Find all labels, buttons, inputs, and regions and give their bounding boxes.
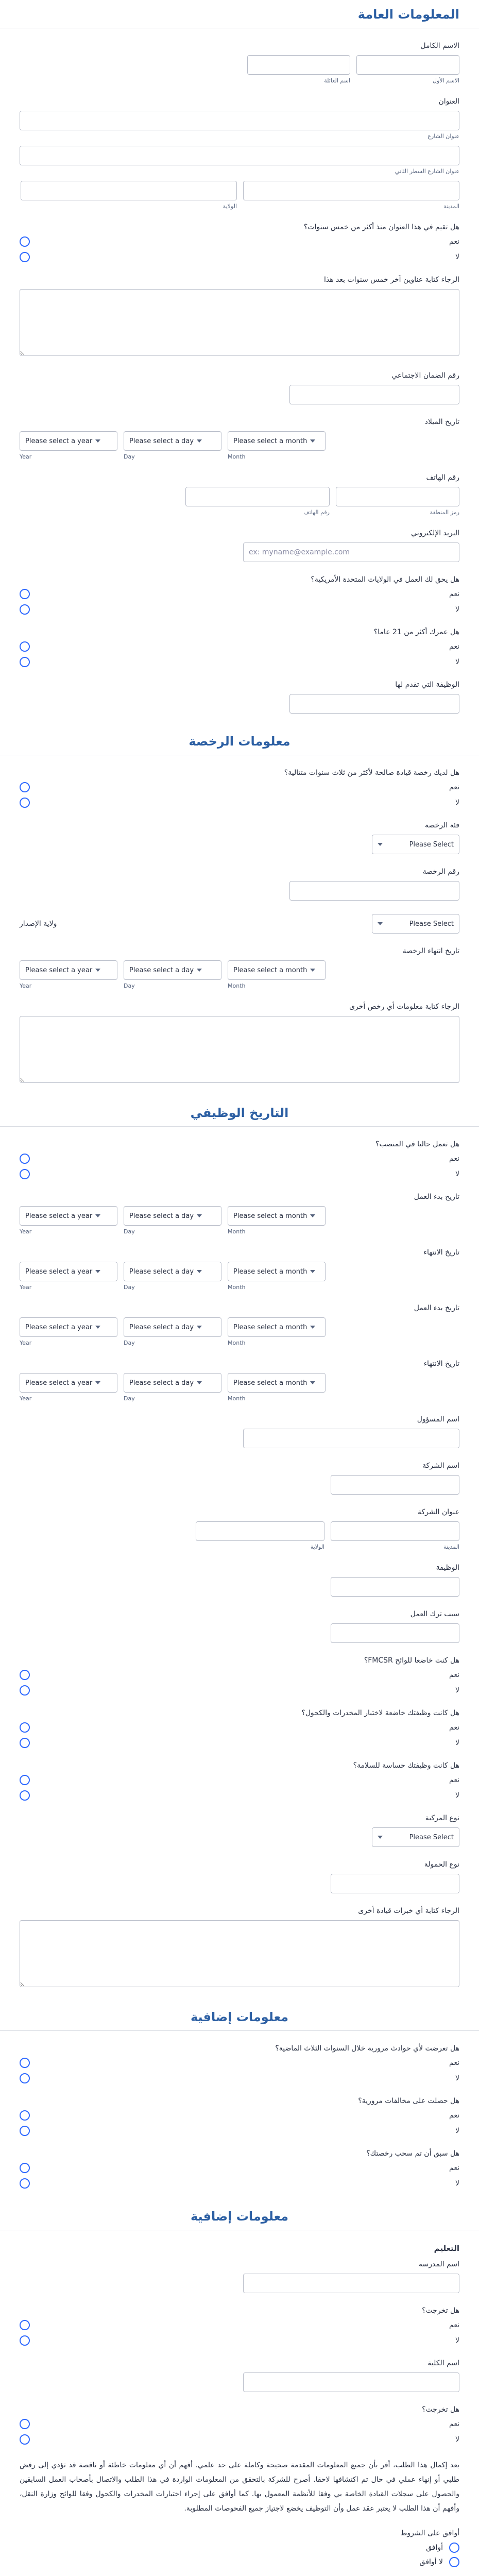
vehicle-type-field: [20, 1814, 459, 1847]
dob-day-select[interactable]: [124, 431, 221, 451]
city-sublabel: المدينة: [443, 203, 459, 210]
radio-yes-option[interactable]: [20, 236, 459, 247]
supervisor-field: [20, 1415, 459, 1448]
radio-no-option[interactable]: [20, 2073, 459, 2083]
start2-year-select[interactable]: [20, 1317, 117, 1337]
radio-no-label: لا: [455, 605, 459, 614]
license-class-select[interactable]: [372, 835, 459, 854]
radio-yes-label: نعم: [449, 1671, 459, 1679]
agree-no-option[interactable]: [20, 2557, 459, 2567]
license-number-field: [20, 868, 459, 901]
select-value: Please select a year: [25, 1323, 93, 1331]
license-held-field: [20, 769, 459, 808]
select-value: Please select a month: [233, 966, 307, 974]
chevron-down-icon: [95, 969, 100, 972]
company-state-sublabel: الولاية: [310, 1544, 324, 1550]
street-address-sublabel: عنوان الشارع: [427, 133, 459, 140]
area-code-input[interactable]: [336, 487, 459, 506]
chevron-down-icon: [310, 1381, 315, 1384]
email-label: البريد الإلكتروني: [411, 529, 459, 537]
job-title-label: الوظيفة: [436, 1564, 459, 1572]
chevron-down-icon: [95, 1214, 100, 1217]
accidents-label: هل تعرضت لأي حوادث مرورية خلال السنوات الثلاث الماضية؟: [275, 2044, 459, 2053]
chevron-down-icon: [378, 922, 383, 925]
expiry-day-select[interactable]: [124, 960, 221, 980]
radio-yes-option[interactable]: [20, 782, 459, 792]
radio-no-label: لا: [455, 2074, 459, 2082]
select-value: Please select a day: [129, 1212, 194, 1220]
position-label: الوظيفة التي تقدم لها: [395, 681, 459, 689]
end2-day-select[interactable]: [124, 1373, 221, 1393]
work-eligible-field: [20, 575, 459, 615]
start2-day-sublabel: Day: [124, 1340, 135, 1346]
start1-month-select[interactable]: [228, 1206, 326, 1226]
start-date-2-field: [20, 1304, 459, 1346]
previous-addresses-field: [20, 276, 459, 358]
safety-sensitive-label: هل كانت وظيفتك حساسة للسلامة؟: [353, 1761, 459, 1770]
expiry-year-sublabel: Year: [20, 982, 32, 989]
chevron-down-icon: [95, 1381, 100, 1384]
radio-no-button[interactable]: [20, 2073, 30, 2083]
start2-month-sublabel: Month: [228, 1340, 246, 1346]
chevron-down-icon: [95, 1326, 100, 1329]
start-date-1-label: تاريخ بدء العمل: [414, 1193, 459, 1201]
license-number-input[interactable]: [289, 881, 459, 901]
radio-yes-option[interactable]: [20, 641, 459, 652]
radio-no-label: لا: [455, 253, 459, 261]
radio-yes-label: نعم: [449, 238, 459, 246]
radio-yes-button[interactable]: [20, 1775, 30, 1785]
radio-no-option[interactable]: [20, 252, 459, 262]
radio-yes-option[interactable]: [20, 1722, 459, 1733]
phone-number-input[interactable]: [185, 487, 330, 506]
end1-day-select[interactable]: [124, 1262, 221, 1281]
chevron-down-icon: [197, 1214, 202, 1217]
dob-month-sublabel: Month: [228, 453, 246, 460]
company-address-label: عنوان الشركة: [418, 1508, 459, 1516]
radio-no-label: لا: [455, 2179, 459, 2188]
dob-day-sublabel: Day: [124, 453, 135, 460]
radio-no-button[interactable]: [20, 1790, 30, 1801]
over-21-label: هل عمرك أكثر من 21 عاما؟: [373, 628, 459, 636]
graduated-field: [20, 2307, 459, 2346]
currently-employed-label: هل تعمل حاليا في المنصب؟: [375, 1140, 459, 1148]
first-name-sublabel: الاسم الأول: [433, 77, 459, 84]
select-value: Please select a day: [129, 437, 194, 445]
license-other-field: [20, 1003, 459, 1085]
radio-yes-label: نعم: [449, 642, 459, 651]
full-name-field: [20, 42, 459, 84]
last-name-input[interactable]: [247, 55, 350, 75]
other-experience-label: الرجاء كتابة أي خبرات قيادة أخرى: [358, 1907, 459, 1915]
radio-yes-button[interactable]: [20, 2058, 30, 2068]
radio-no-button[interactable]: [20, 2434, 30, 2445]
chevron-down-icon: [310, 1214, 315, 1217]
radio-yes-option[interactable]: [20, 1154, 459, 1164]
position-input[interactable]: [289, 694, 459, 714]
end2-month-sublabel: Month: [228, 1395, 246, 1402]
radio-yes-label: نعم: [449, 1776, 459, 1784]
email-field: [20, 529, 459, 562]
radio-yes-option[interactable]: [20, 2419, 459, 2429]
radio-no-button[interactable]: [20, 252, 30, 262]
company-city-input[interactable]: [331, 1521, 459, 1541]
radio-no-button[interactable]: [20, 2126, 30, 2136]
agree-no-label: لا أوافق: [419, 2558, 443, 2566]
college-name-label: اسم الكلية: [427, 2359, 459, 2367]
radio-yes-button[interactable]: [20, 1154, 30, 1164]
start1-day-sublabel: Day: [124, 1228, 135, 1235]
dob-year-sublabel: Year: [20, 453, 32, 460]
radio-yes-label: نعم: [449, 2164, 459, 2172]
license-section-title: معلومات الرخصة: [189, 734, 290, 749]
supervisor-label: اسم المسؤول: [417, 1415, 459, 1423]
radio-yes-option[interactable]: [20, 1670, 459, 1680]
ssn-input[interactable]: [289, 385, 459, 404]
radio-yes-button[interactable]: [20, 2110, 30, 2121]
phone-field: [20, 473, 459, 516]
chevron-down-icon: [310, 969, 315, 972]
radio-yes-option[interactable]: [20, 2110, 459, 2121]
radio-no-option[interactable]: [20, 1169, 459, 1179]
company-name-input[interactable]: [331, 1475, 459, 1495]
violations-label: هل حصلت على مخالفات مرورية؟: [358, 2097, 459, 2105]
start1-month-sublabel: Month: [228, 1228, 246, 1235]
agree-no-button[interactable]: [449, 2557, 459, 2567]
city-input[interactable]: [243, 181, 459, 200]
radio-no-button[interactable]: [20, 1685, 30, 1696]
license-suspended-label: هل سبق أن تم سحب رخصتك؟: [366, 2149, 459, 2158]
license-state-field: [20, 914, 459, 934]
position-field: [20, 681, 459, 714]
radio-yes-label: نعم: [449, 783, 459, 791]
street-address-input[interactable]: [20, 111, 459, 130]
end2-year-select[interactable]: [20, 1373, 117, 1393]
dob-year-select[interactable]: [20, 431, 117, 451]
radio-no-option[interactable]: [20, 2178, 459, 2189]
chevron-down-icon: [197, 1270, 202, 1273]
college-graduated-field: [20, 2405, 459, 2445]
radio-yes-button[interactable]: [20, 2419, 30, 2429]
graduated-label: هل تخرجت؟: [422, 2307, 459, 2315]
radio-yes-button[interactable]: [20, 782, 30, 792]
additional-2-section-title: معلومات إضافية: [190, 2209, 289, 2224]
ssn-field: [20, 371, 459, 404]
start-date-1-field: [20, 1193, 459, 1235]
select-value: Please select a day: [129, 1323, 194, 1331]
radio-yes-label: نعم: [449, 2111, 459, 2120]
select-value: Please select a month: [233, 437, 307, 445]
company-name-label: اسم الشركة: [422, 1462, 459, 1470]
radio-yes-button[interactable]: [20, 589, 30, 599]
select-value: Please select a year: [25, 966, 93, 974]
previous-addresses-textarea[interactable]: [20, 289, 459, 356]
drug-test-field: [20, 1709, 459, 1748]
expiry-year-select[interactable]: [20, 960, 117, 980]
additional-2-section-header: [0, 2202, 479, 2230]
end2-month-select[interactable]: [228, 1373, 326, 1393]
radio-yes-button[interactable]: [20, 1670, 30, 1680]
radio-no-label: لا: [455, 2435, 459, 2444]
company-city-sublabel: المدينة: [443, 1544, 459, 1550]
lived-5-years-label: هل تقيم في هذا العنوان منذ أكثر من خمس سنوات؟: [303, 223, 459, 231]
license-suspended-field: [20, 2149, 459, 2189]
radio-yes-button[interactable]: [20, 236, 30, 247]
education-heading: التعليم: [434, 2244, 459, 2253]
end-date-1-label: تاريخ الانتهاء: [423, 1248, 459, 1257]
employment-section-header: [0, 1098, 479, 1127]
radio-no-label: لا: [455, 1170, 459, 1178]
school-name-label: اسم المدرسة: [419, 2260, 459, 2268]
first-name-input[interactable]: [356, 55, 459, 75]
radio-no-option[interactable]: [20, 798, 459, 808]
radio-no-option[interactable]: [20, 2434, 459, 2445]
leave-reason-label: سبب ترك العمل: [410, 1610, 459, 1618]
fmcsa-field: [20, 1656, 459, 1696]
radio-no-label: لا: [455, 658, 459, 666]
radio-no-button[interactable]: [20, 1738, 30, 1748]
school-name-input[interactable]: [243, 2274, 459, 2293]
radio-yes-button[interactable]: [20, 641, 30, 652]
last-name-sublabel: اسم العائلة: [324, 77, 350, 84]
license-class-label: فئة الرخصة: [424, 821, 459, 829]
leave-reason-field: [20, 1610, 459, 1643]
leave-reason-input[interactable]: [331, 1623, 459, 1643]
additional-1-section-header: [0, 2003, 479, 2031]
license-number-label: رقم الرخصة: [422, 868, 459, 876]
previous-addresses-label: الرجاء كتابة عناوين آخر خمس سنوات بعد هذا: [324, 276, 459, 284]
radio-yes-label: نعم: [449, 2321, 459, 2329]
email-input[interactable]: [243, 543, 459, 562]
select-value: Please select a year: [25, 437, 93, 445]
address-field: [20, 97, 459, 210]
other-experience-textarea[interactable]: [20, 1920, 459, 1987]
agree-yes-button[interactable]: [449, 2543, 459, 2553]
agree-yes-option[interactable]: [20, 2543, 459, 2553]
radio-yes-label: نعم: [449, 1155, 459, 1163]
dob-month-select[interactable]: [228, 431, 326, 451]
job-title-field: [20, 1564, 459, 1597]
end1-year-select[interactable]: [20, 1262, 117, 1281]
expiry-day-sublabel: Day: [124, 982, 135, 989]
end1-day-sublabel: Day: [124, 1284, 135, 1291]
select-value: Please Select: [409, 920, 454, 928]
chevron-down-icon: [95, 439, 100, 443]
employment-section-title: التاريخ الوظيفي: [190, 1106, 289, 1120]
chevron-down-icon: [310, 1270, 315, 1273]
radio-yes-option[interactable]: [20, 2320, 459, 2330]
radio-yes-label: نعم: [449, 2420, 459, 2428]
agree-yes-label: أوافق: [426, 2544, 443, 2552]
full-name-label: الاسم الكامل: [420, 42, 459, 50]
license-held-label: هل لديك رخصة قيادة صالحة لأكثر من ثلاث سنوات متتالية؟: [284, 769, 459, 777]
college-graduated-label: هل تخرجت؟: [422, 2405, 459, 2414]
end1-month-sublabel: Month: [228, 1284, 246, 1291]
safety-sensitive-field: [20, 1761, 459, 1801]
vehicle-type-label: نوع المركبة: [425, 1814, 459, 1822]
chevron-down-icon: [378, 843, 383, 846]
end-date-1-field: [20, 1248, 459, 1291]
address-label: العنوان: [438, 97, 459, 106]
radio-no-button[interactable]: [20, 604, 30, 615]
radio-yes-option[interactable]: [20, 1775, 459, 1785]
other-experience-field: [20, 1907, 459, 1989]
radio-no-option[interactable]: [20, 1738, 459, 1748]
license-state-label: ولاية الإصدار: [20, 920, 57, 928]
expiry-month-select[interactable]: [228, 960, 326, 980]
supervisor-input[interactable]: [243, 1429, 459, 1448]
end2-day-sublabel: Day: [124, 1395, 135, 1402]
agree-field: [20, 2529, 459, 2567]
select-value: Please select a month: [233, 1379, 307, 1387]
radio-no-option[interactable]: [20, 1790, 459, 1801]
radio-no-label: لا: [455, 799, 459, 807]
license-other-textarea[interactable]: [20, 1016, 459, 1083]
drug-test-label: هل كانت وظيفتك خاضعة لاختبار المخدرات والكحول؟: [301, 1709, 459, 1717]
license-other-label: الرجاء كتابة معلومات أي رخص أخرى: [349, 1003, 459, 1011]
license-expiry-label: تاريخ انتهاء الرخصة: [402, 947, 459, 955]
radio-no-option[interactable]: [20, 604, 459, 615]
radio-yes-button[interactable]: [20, 1722, 30, 1733]
radio-yes-label: نعم: [449, 2059, 459, 2067]
fmcsa-label: هل كنت خاضعا للوائح FMCSR؟: [364, 1656, 459, 1665]
start2-year-sublabel: Year: [20, 1340, 32, 1346]
chevron-down-icon: [197, 1381, 202, 1384]
dob-label: تاريخ الميلاد: [424, 418, 459, 426]
end-date-2-field: [20, 1360, 459, 1402]
state-input[interactable]: [21, 181, 237, 200]
vehicle-type-select[interactable]: [372, 1827, 459, 1847]
radio-yes-option[interactable]: [20, 2163, 459, 2173]
select-value: Please select a year: [25, 1212, 93, 1220]
chevron-down-icon: [197, 1326, 202, 1329]
radio-no-button[interactable]: [20, 657, 30, 667]
expiry-month-sublabel: Month: [228, 982, 246, 989]
license-state-select[interactable]: [372, 914, 459, 934]
chevron-down-icon: [310, 439, 315, 443]
radio-no-option[interactable]: [20, 1685, 459, 1696]
end1-year-sublabel: Year: [20, 1284, 32, 1291]
radio-no-label: لا: [455, 2127, 459, 2135]
radio-no-label: لا: [455, 1686, 459, 1694]
cargo-input[interactable]: [331, 1874, 459, 1893]
select-value: Please select a day: [129, 1379, 194, 1387]
college-name-field: [20, 2359, 459, 2392]
job-title-input[interactable]: [331, 1577, 459, 1597]
state-sublabel: الولاية: [223, 203, 237, 210]
agreement-paragraph: بعد إكمال هذا الطلب، أقر بأن جميع المعلومات المقدمة صحيحة وكاملة على حد علمي. أفهم أن أي معلومات خاطئة أو ناقصة قد تؤدي إلى رفض طلبي أو إنهاء عملي في حال تم اكتشافها لاحقا. أصرح للشركة بالتحقق من المعلومات الواردة في هذا الطلب والاتصال بأصحاب العمل السابقين والحصول على سجلات القيادة الخاصة بي وفقا للأنظمة المعمول بها. كما أوافق على إجراء اختبارات المخدرات والكحول وفقا للوائح وزارة النقل، وأفهم أن هذا الطلب لا يعتبر عقد عمل وأن التوظيف يخضع لاجتياز جميع الفحوصات المطلوبة.: [20, 2461, 459, 2513]
radio-no-option[interactable]: [20, 2335, 459, 2346]
general-section-title: المعلومات العامة: [357, 7, 459, 22]
agree-label: أوافق على الشروط: [400, 2529, 459, 2537]
school-name-field: [20, 2260, 459, 2293]
license-section-header: [0, 727, 479, 755]
work-eligible-label: هل يحق لك العمل في الولايات المتحدة الأمريكية؟: [311, 575, 459, 584]
cargo-field: [20, 1860, 459, 1893]
radio-yes-label: نعم: [449, 1723, 459, 1732]
phone-number-sublabel: رقم الهاتف: [303, 509, 330, 516]
ssn-label: رقم الضمان الاجتماعي: [391, 371, 459, 380]
chevron-down-icon: [95, 1270, 100, 1273]
select-value: Please Select: [409, 840, 454, 849]
radio-yes-button[interactable]: [20, 2163, 30, 2173]
cargo-label: نوع الحمولة: [424, 1860, 459, 1869]
chevron-down-icon: [197, 439, 202, 443]
radio-no-button[interactable]: [20, 798, 30, 808]
license-class-field: [20, 821, 459, 854]
street-address-2-input[interactable]: [20, 146, 459, 165]
start2-month-select[interactable]: [228, 1317, 326, 1337]
end2-year-sublabel: Year: [20, 1395, 32, 1402]
radio-no-label: لا: [455, 2336, 459, 2345]
radio-no-option[interactable]: [20, 2126, 459, 2136]
start-date-2-label: تاريخ بدء العمل: [414, 1304, 459, 1312]
select-value: Please select a year: [25, 1379, 93, 1387]
start1-year-sublabel: Year: [20, 1228, 32, 1235]
general-section-header: [0, 0, 479, 28]
lived-5-years-field: [20, 223, 459, 262]
start1-year-select[interactable]: [20, 1206, 117, 1226]
currently-employed-field: [20, 1140, 459, 1179]
radio-no-button[interactable]: [20, 2335, 30, 2346]
over-21-field: [20, 628, 459, 667]
start1-day-select[interactable]: [124, 1206, 221, 1226]
radio-yes-option[interactable]: [20, 2058, 459, 2068]
company-state-input[interactable]: [196, 1521, 324, 1541]
additional-1-section-title: معلومات إضافية: [190, 2010, 289, 2024]
select-value: Please select a month: [233, 1323, 307, 1331]
violations-field: [20, 2097, 459, 2136]
start2-day-select[interactable]: [124, 1317, 221, 1337]
radio-no-label: لا: [455, 1791, 459, 1800]
radio-no-option[interactable]: [20, 657, 459, 667]
street-address-2-sublabel: عنوان الشارع السطر الثاني: [395, 168, 459, 175]
company-address-field: [20, 1508, 459, 1550]
select-value: Please select a day: [129, 966, 194, 974]
end1-month-select[interactable]: [228, 1262, 326, 1281]
end-date-2-label: تاريخ الانتهاء: [423, 1360, 459, 1368]
radio-no-label: لا: [455, 1739, 459, 1747]
accidents-field: [20, 2044, 459, 2083]
area-code-sublabel: رمز المنطقة: [430, 509, 459, 516]
chevron-down-icon: [378, 1836, 383, 1839]
select-value: Please select a month: [233, 1267, 307, 1276]
select-value: Please select a day: [129, 1267, 194, 1276]
radio-no-button[interactable]: [20, 1169, 30, 1179]
radio-yes-option[interactable]: [20, 589, 459, 599]
select-value: Please Select: [409, 1833, 454, 1841]
chevron-down-icon: [310, 1326, 315, 1329]
license-expiry-field: [20, 947, 459, 989]
select-value: Please select a year: [25, 1267, 93, 1276]
company-name-field: [20, 1462, 459, 1495]
college-name-input[interactable]: [243, 2372, 459, 2392]
phone-label: رقم الهاتف: [426, 473, 459, 482]
radio-yes-button[interactable]: [20, 2320, 30, 2330]
radio-no-button[interactable]: [20, 2178, 30, 2189]
chevron-down-icon: [197, 969, 202, 972]
dob-field: [20, 418, 459, 460]
select-value: Please select a month: [233, 1212, 307, 1220]
radio-yes-label: نعم: [449, 590, 459, 598]
